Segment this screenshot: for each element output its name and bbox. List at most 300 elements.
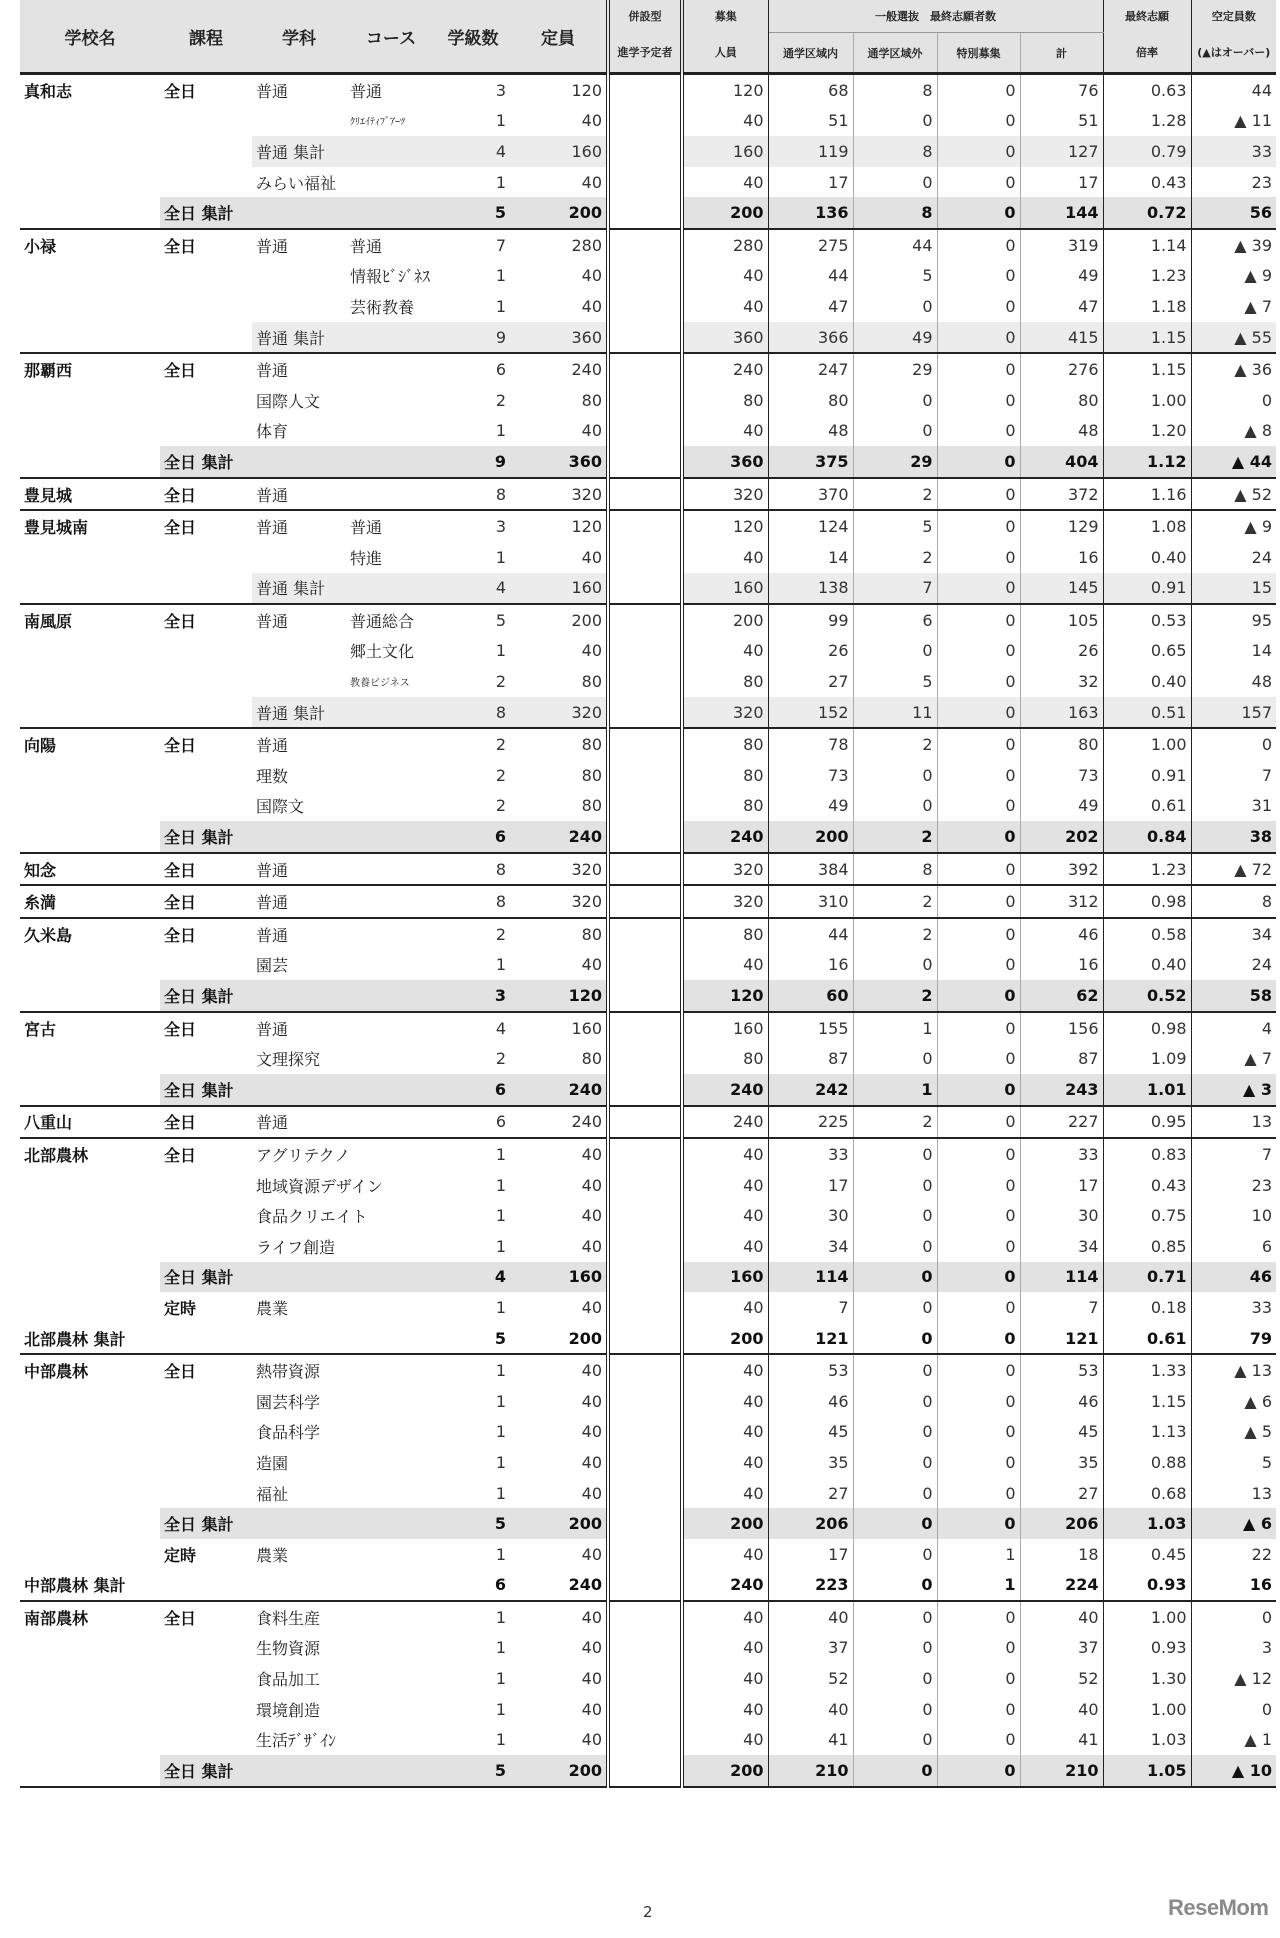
cell-capacity: 240 (510, 821, 608, 853)
cell-classes: 1 (495, 421, 506, 441)
cell-capacity: 80 (510, 760, 608, 791)
cell-course (160, 385, 252, 416)
cell-boshu: 40 (682, 106, 768, 137)
cell-total: 129 (1020, 510, 1103, 542)
cell-ratio: 1.03 (1103, 1724, 1191, 1755)
cell-total: 227 (1020, 1106, 1103, 1139)
cell-school: 小禄 (20, 229, 160, 261)
cell-out: 8 (853, 74, 937, 106)
cell-in: 52 (768, 1663, 853, 1694)
cell-ratio: 1.00 (1103, 385, 1191, 416)
cell-classes: 5 (436, 1508, 510, 1539)
cell-cs (346, 197, 436, 229)
cell-cs: 郷土文化 (350, 642, 415, 662)
cell-out: 1 (853, 1074, 937, 1106)
cell-course (160, 261, 252, 292)
cell-out: 0 (853, 1633, 937, 1664)
cell-out: 0 (853, 1570, 937, 1602)
cell-total: 87 (1020, 1043, 1103, 1074)
cell-course: 全日 (160, 1012, 252, 1044)
cell-in: 34 (768, 1231, 853, 1262)
cell-classes: 1 (495, 1544, 506, 1564)
cell-boshu: 160 (682, 1012, 768, 1044)
cell-school: 南部農林 (20, 1601, 160, 1633)
cell-total: 127 (1020, 136, 1103, 167)
table-row (20, 1601, 1276, 1633)
cell-vacancy: 0 (1191, 1601, 1276, 1633)
cell-capacity: 40 (510, 1724, 608, 1755)
cell-school (20, 636, 160, 667)
cell-dept (252, 1323, 346, 1355)
table-row (20, 1354, 1276, 1386)
cell-vacancy: 34 (1191, 918, 1276, 950)
cell-capacity: 360 (510, 446, 608, 478)
cell-dept: 農業 (256, 1545, 289, 1565)
cell-total: 27 (1020, 1478, 1103, 1509)
cell-vacancy: ▲ 39 (1191, 229, 1276, 261)
cell-vacancy: ▲ 1 (1244, 1730, 1272, 1750)
cell-capacity: 40 (510, 167, 608, 198)
cell-course (160, 322, 252, 354)
cell-course: 定時 (164, 1298, 197, 1318)
cell-total: 26 (1020, 636, 1103, 667)
cell-in: 17 (768, 167, 853, 198)
table-row (20, 1170, 1276, 1201)
table-row (20, 666, 1276, 697)
cell-total: 34 (1020, 1231, 1103, 1262)
table-row (20, 918, 1276, 950)
cell-course (160, 106, 252, 137)
cell-vacancy: ▲ 72 (1191, 853, 1276, 886)
cell-total: 32 (1020, 666, 1103, 697)
header-school: 学校名 (20, 0, 160, 74)
cell-classes: 1 (495, 266, 506, 286)
cell-special: 0 (937, 229, 1020, 261)
cell-special: 0 (937, 74, 1020, 106)
cell-school (20, 446, 160, 478)
cell-vacancy: 15 (1191, 573, 1276, 605)
cell-boshu: 320 (682, 478, 768, 511)
cell-capacity: 200 (510, 197, 608, 229)
cell-boshu: 40 (682, 416, 768, 447)
cell-classes: 2 (436, 918, 510, 950)
cell-course: 全日 (160, 478, 252, 511)
cell-special: 0 (937, 322, 1020, 354)
cell-boshu: 80 (682, 760, 768, 791)
cell-dept: 農業 (256, 1298, 289, 1318)
cell-capacity: 320 (510, 885, 608, 918)
cell-dept: 普通 集計 (252, 697, 346, 729)
table-row (20, 1012, 1276, 1044)
cell-out: 29 (853, 353, 937, 385)
cell-total: 53 (1020, 1354, 1103, 1386)
cell-heisetsu (608, 1508, 682, 1539)
cell-school (20, 106, 160, 137)
cell-in: 206 (768, 1508, 853, 1539)
cell-vacancy: ▲ 6 (1191, 1508, 1276, 1539)
cell-ratio: 0.88 (1103, 1447, 1191, 1478)
cell-heisetsu (608, 478, 682, 511)
school-total-row (20, 1323, 1276, 1355)
cell-out: 0 (853, 1694, 937, 1725)
cell-total: 40 (1020, 1694, 1103, 1725)
cell-capacity: 120 (510, 980, 608, 1012)
cell-cs (346, 1106, 436, 1139)
table-row (20, 950, 1276, 981)
cell-in: 47 (768, 291, 853, 322)
cell-vacancy: 23 (1251, 1175, 1272, 1195)
cell-total: 319 (1020, 229, 1103, 261)
cell-course (160, 1231, 252, 1262)
cell-special: 0 (937, 197, 1020, 229)
cell-cs (346, 1663, 436, 1694)
cell-out: 0 (853, 385, 937, 416)
cell-cs (346, 1043, 436, 1074)
cell-school (20, 666, 160, 697)
cell-heisetsu (608, 416, 682, 447)
cell-school (20, 291, 160, 322)
cell-school (20, 542, 160, 573)
cell-classes: 1 (436, 1601, 510, 1633)
cell-boshu: 40 (682, 1539, 768, 1570)
cell-in: 99 (768, 604, 853, 636)
cell-dept: 熱帯資源 (252, 1354, 346, 1386)
cell-out: 0 (853, 1170, 937, 1201)
cell-heisetsu (608, 1417, 682, 1448)
cell-heisetsu (608, 1755, 682, 1787)
table-row (20, 853, 1276, 886)
cell-heisetsu (608, 322, 682, 354)
table-row (20, 385, 1276, 416)
cell-special: 0 (937, 1417, 1020, 1448)
cell-total: 49 (1020, 261, 1103, 292)
cell-in: 210 (768, 1755, 853, 1787)
cell-ratio: 0.61 (1103, 791, 1191, 822)
cell-in: 152 (768, 697, 853, 729)
cell-vacancy: 13 (1251, 1483, 1272, 1503)
cell-special: 0 (937, 353, 1020, 385)
cell-capacity: 40 (510, 1478, 608, 1509)
cell-total: 415 (1020, 322, 1103, 354)
cell-course (160, 416, 252, 447)
cell-vacancy: 0 (1261, 1699, 1272, 1719)
cell-in: 46 (768, 1386, 853, 1417)
cell-course (160, 1447, 252, 1478)
cell-boshu: 200 (682, 1755, 768, 1787)
cell-vacancy: 95 (1191, 604, 1276, 636)
table-row (20, 1724, 1276, 1755)
cell-cs (346, 760, 436, 791)
cell-classes: 1 (436, 1354, 510, 1386)
cell-dept (252, 106, 346, 137)
cell-ratio: 1.00 (1103, 728, 1191, 760)
cell-capacity: 40 (510, 1138, 608, 1170)
cell-special: 0 (937, 291, 1020, 322)
cell-dept: 普通 (252, 353, 346, 385)
cell-boshu: 120 (682, 980, 768, 1012)
cell-out: 2 (853, 821, 937, 853)
cell-heisetsu (608, 1074, 682, 1106)
cell-heisetsu (608, 821, 682, 853)
cell-course (160, 1323, 252, 1355)
cell-school (20, 1170, 160, 1201)
cell-cs: 教養ビジネス (350, 678, 410, 690)
cell-dept: アグリテクノ (252, 1138, 346, 1170)
table-row (20, 1043, 1276, 1074)
cell-out: 5 (853, 510, 937, 542)
cell-total: 372 (1020, 478, 1103, 511)
cell-heisetsu (608, 1386, 682, 1417)
cell-course: 全日 (160, 1354, 252, 1386)
table-row (20, 261, 1276, 292)
cell-vacancy: ▲ 52 (1191, 478, 1276, 511)
cell-special: 0 (937, 1170, 1020, 1201)
cell-ratio: 0.79 (1103, 136, 1191, 167)
cell-total: 52 (1020, 1663, 1103, 1694)
cell-out: 5 (853, 666, 937, 697)
cell-course (160, 136, 252, 167)
cell-ratio: 0.40 (1103, 666, 1191, 697)
cell-cs (346, 1447, 436, 1478)
cell-dept: 普通 (252, 74, 346, 106)
header-boshu-1: 募集 (682, 0, 768, 33)
cell-vacancy: 0 (1191, 728, 1276, 760)
table-row (20, 1633, 1276, 1664)
table-row (20, 478, 1276, 511)
header-course: 課程 (160, 0, 252, 74)
cell-special: 0 (937, 760, 1020, 791)
cell-boshu: 120 (682, 74, 768, 106)
cell-capacity: 160 (510, 573, 608, 605)
cell-school (20, 1694, 160, 1725)
cell-vacancy: 14 (1251, 641, 1272, 661)
cell-out: 49 (853, 322, 937, 354)
cell-in: 247 (768, 353, 853, 385)
cell-cs: 普通総合 (346, 604, 436, 636)
cell-dept: 普通 (252, 853, 346, 886)
cell-course: 全日 (160, 1106, 252, 1139)
course-total-row (20, 1074, 1276, 1106)
cell-heisetsu (608, 697, 682, 729)
cell-in: 366 (768, 322, 853, 354)
cell-ratio: 1.15 (1103, 322, 1191, 354)
cell-ratio: 0.93 (1103, 1633, 1191, 1664)
cell-special: 1 (937, 1570, 1020, 1602)
cell-vacancy: 22 (1251, 1544, 1272, 1564)
cell-boshu: 80 (682, 666, 768, 697)
header-in-area: 通学区域内 (768, 33, 853, 74)
cell-course: 全日 集計 (160, 1508, 252, 1539)
cell-vacancy: 7 (1261, 765, 1272, 785)
cell-dept: 普通 (252, 1106, 346, 1139)
table-row (20, 1200, 1276, 1231)
cell-ratio: 1.16 (1103, 478, 1191, 511)
cell-vacancy: 16 (1249, 1575, 1272, 1595)
cell-course: 全日 (160, 728, 252, 760)
cell-capacity: 40 (510, 542, 608, 573)
table-row (20, 1447, 1276, 1478)
cell-boshu: 80 (682, 918, 768, 950)
cell-special: 0 (937, 1447, 1020, 1478)
cell-course: 全日 集計 (160, 446, 252, 478)
cell-school (20, 1539, 160, 1570)
cell-boshu: 40 (682, 1231, 768, 1262)
cell-heisetsu (608, 885, 682, 918)
cell-classes: 9 (436, 446, 510, 478)
cell-heisetsu (608, 950, 682, 981)
cell-course: 全日 (160, 229, 252, 261)
cell-in: 37 (768, 1633, 853, 1664)
cell-capacity: 160 (510, 136, 608, 167)
cell-heisetsu (608, 1539, 682, 1570)
cell-in: 78 (768, 728, 853, 760)
cell-heisetsu (608, 291, 682, 322)
cell-course (160, 1478, 252, 1509)
cell-in: 40 (768, 1694, 853, 1725)
cell-classes: 1 (436, 1138, 510, 1170)
cell-boshu: 40 (682, 1138, 768, 1170)
table-row (20, 1231, 1276, 1262)
cell-course (160, 1694, 252, 1725)
cell-course (160, 666, 252, 697)
cell-school (20, 385, 160, 416)
cell-boshu: 240 (682, 1106, 768, 1139)
cell-boshu: 40 (682, 291, 768, 322)
cell-boshu: 280 (682, 229, 768, 261)
course-total-row (20, 821, 1276, 853)
cell-total: 276 (1020, 353, 1103, 385)
cell-vacancy: ▲ 9 (1244, 266, 1272, 286)
cell-dept: 食品クリエイト (256, 1207, 368, 1227)
table-row (20, 1694, 1276, 1725)
cell-boshu: 40 (682, 1663, 768, 1694)
cell-total: 37 (1020, 1633, 1103, 1664)
cell-boshu: 40 (682, 167, 768, 198)
cell-classes: 3 (436, 74, 510, 106)
cell-out: 44 (853, 229, 937, 261)
cell-classes: 7 (436, 229, 510, 261)
cell-ratio: 0.65 (1103, 636, 1191, 667)
cell-school (20, 1633, 160, 1664)
table-row (20, 885, 1276, 918)
header-heisetsu-1: 併設型 (608, 0, 682, 33)
cell-capacity: 40 (510, 1200, 608, 1231)
cell-special: 0 (937, 791, 1020, 822)
cell-capacity: 80 (510, 1043, 608, 1074)
header-vacancy-1: 空定員数 (1191, 0, 1276, 33)
subtotal-row (20, 697, 1276, 729)
cell-classes: 5 (436, 604, 510, 636)
cell-cs (346, 1570, 436, 1602)
cell-out: 0 (853, 636, 937, 667)
cell-out: 0 (853, 1386, 937, 1417)
cell-special: 0 (937, 1478, 1020, 1509)
cell-capacity: 40 (510, 1417, 608, 1448)
cell-in: 40 (768, 1601, 853, 1633)
cell-cs (346, 1508, 436, 1539)
cell-heisetsu (608, 1170, 682, 1201)
cell-course (160, 1663, 252, 1694)
cell-classes: 1 (495, 1391, 506, 1411)
cell-vacancy: ▲ 8 (1244, 421, 1272, 441)
cell-capacity: 40 (510, 950, 608, 981)
cell-dept: 体育 (256, 422, 289, 442)
cell-heisetsu (608, 136, 682, 167)
cell-capacity: 40 (510, 1539, 608, 1570)
cell-capacity: 320 (510, 697, 608, 729)
cell-ratio: 0.91 (1103, 573, 1191, 605)
cell-special: 0 (937, 1200, 1020, 1231)
cell-vacancy: 79 (1249, 1328, 1272, 1348)
cell-special: 0 (937, 261, 1020, 292)
cell-out: 2 (853, 980, 937, 1012)
header-dept: 学科 (252, 0, 346, 74)
course-total-row (20, 446, 1276, 478)
cell-dept: 福祉 (256, 1484, 289, 1504)
cell-special: 0 (937, 542, 1020, 573)
cell-course (160, 697, 252, 729)
cell-dept (252, 542, 346, 573)
cell-total: 48 (1020, 416, 1103, 447)
cell-out: 2 (853, 1106, 937, 1139)
table-row (20, 1417, 1276, 1448)
cell-out: 2 (853, 918, 937, 950)
cell-cs (346, 385, 436, 416)
cell-special: 0 (937, 1633, 1020, 1664)
cell-heisetsu (608, 74, 682, 106)
cell-total: 144 (1020, 197, 1103, 229)
cell-school: 向陽 (20, 728, 160, 760)
header-ratio-2: 倍率 (1103, 33, 1191, 74)
cell-out: 0 (853, 1292, 937, 1323)
cell-heisetsu (608, 1323, 682, 1355)
cell-cs (346, 1478, 436, 1509)
cell-vacancy: 3 (1261, 1638, 1272, 1658)
cell-ratio: 1.15 (1103, 353, 1191, 385)
course-total-row (20, 1262, 1276, 1293)
cell-capacity: 200 (510, 1508, 608, 1539)
cell-dept (252, 446, 346, 478)
cell-ratio: 0.40 (1103, 542, 1191, 573)
cell-special: 0 (937, 385, 1020, 416)
cell-course: 全日 (160, 1138, 252, 1170)
cell-ratio: 0.71 (1103, 1262, 1191, 1293)
cell-in: 225 (768, 1106, 853, 1139)
table-row (20, 167, 1276, 198)
cell-in: 17 (768, 1170, 853, 1201)
cell-classes: 1 (495, 1452, 506, 1472)
cell-special: 0 (937, 604, 1020, 636)
cell-in: 275 (768, 229, 853, 261)
cell-dept: 食品科学 (256, 1423, 321, 1443)
cell-school: 宮古 (20, 1012, 160, 1044)
cell-in: 41 (768, 1724, 853, 1755)
cell-classes: 8 (436, 853, 510, 886)
cell-total: 114 (1020, 1262, 1103, 1293)
cell-classes: 6 (494, 1575, 506, 1595)
table-row (20, 1478, 1276, 1509)
cell-in: 138 (768, 573, 853, 605)
cell-classes: 8 (436, 697, 510, 729)
cell-vacancy: ▲ 55 (1191, 322, 1276, 354)
cell-capacity: 40 (510, 291, 608, 322)
cell-total: 80 (1020, 385, 1103, 416)
cell-school (20, 1663, 160, 1694)
cell-classes: 1 (495, 296, 506, 316)
cell-special: 0 (937, 885, 1020, 918)
cell-boshu: 40 (682, 1601, 768, 1633)
table-row (20, 510, 1276, 542)
